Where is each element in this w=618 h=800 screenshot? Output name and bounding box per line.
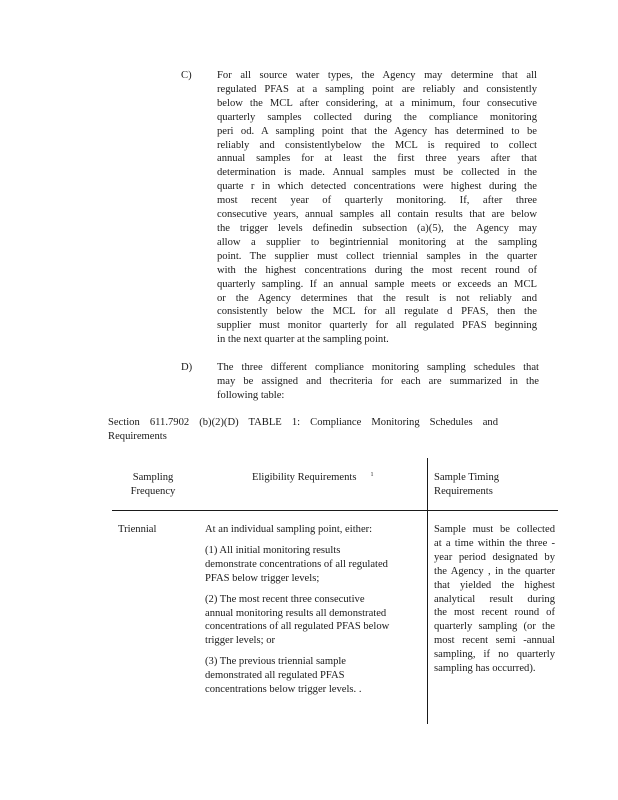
table-column-divider — [427, 510, 428, 724]
row-eligibility — [205, 523, 417, 704]
paragraph-c-line: regulated PFAS at a sampling point are reliably and consistently — [217, 83, 537, 95]
criterion-line: concentrations of all regulated PFAS below — [205, 621, 390, 633]
criterion-line: demonstrated all regulated PFAS — [205, 670, 345, 682]
paragraph-d-line: following table: — [217, 389, 285, 401]
paragraph-c-line: in the next quarter at the sampling point. — [217, 334, 389, 346]
timing-line: quarterly sampling (or the — [434, 621, 555, 633]
paragraph-d-text — [217, 361, 539, 403]
footnote-marker: 1 — [370, 472, 374, 478]
paragraph-c-line: quarterly samples collected during the compliance monitoring — [217, 111, 537, 123]
paragraph-c-label: C) — [181, 70, 192, 81]
paragraph-c-line: the trigger levels definedin subsection (a)(5), the Agency may — [217, 222, 537, 234]
paragraph-c-line: with the highest concentrations during the most recent round of — [217, 264, 537, 276]
criterion-line: (2) The most recent three consecutive — [205, 593, 365, 605]
paragraph-d-line: may be assigned and thecriteria for each are summarized in the — [217, 375, 539, 387]
header-sampling-frequency — [118, 471, 188, 499]
paragraph-c-line: For all source water types, the Agency may determine that all — [217, 70, 537, 81]
timing-line: sampling, if no quarterly — [434, 649, 555, 661]
timing-line: Sample must be collected — [434, 524, 555, 535]
criterion-line: PFAS below trigger levels; — [205, 572, 320, 584]
timing-line: that yielded the highest — [434, 579, 555, 591]
criterion-line: (3) The previous triennial sample — [205, 656, 347, 668]
timing-line: at a time within the three - — [434, 537, 555, 549]
paragraph-c-line: supplier must monitor quarterly for all regulated PFAS beginning — [217, 320, 537, 332]
caption-line: Section 611.7902 (b)(2)(D) TABLE 1: Compliance Monitoring Schedules and — [108, 417, 498, 428]
criterion-line: concentrations below trigger levels. . — [205, 684, 362, 696]
criterion-line: demonstrate concentrations of all regulated — [205, 558, 388, 570]
paragraph-c-line: consecutive years, annual samples all contain results that are below — [217, 209, 537, 221]
paragraph-c-line: point. The supplier must collect triennial samples in the quarter — [217, 250, 537, 262]
header-frequency-line-1: Sampling — [132, 472, 174, 483]
header-timing-line-1: Sample Timing — [434, 472, 500, 483]
timing-line: the most recent round of — [434, 607, 555, 619]
criterion-line: annual monitoring results all demonstrated — [205, 607, 387, 619]
eligibility-intro: At an individual sampling point, either: — [205, 524, 373, 535]
header-sample-timing — [434, 471, 554, 499]
paragraph-c-line: consistently below the MCL for all regulate d PFAS, then the — [217, 306, 537, 318]
eligibility-criterion-1 — [205, 544, 417, 586]
row-frequency-triennial: Triennial — [118, 524, 157, 535]
timing-line: sampling has occurred). — [434, 663, 536, 675]
eligibility-criterion-3 — [205, 655, 417, 697]
paragraph-c-line: allow a supplier to begintriennial monitoring at the sampling — [217, 236, 537, 248]
paragraph-c-line: reliably and consistentlybelow the MCL is required to collect — [217, 139, 537, 151]
timing-line: most recent semi -annual — [434, 635, 555, 647]
timing-line: year period designated by — [434, 551, 555, 563]
timing-line: analytical result during — [434, 593, 555, 605]
paragraph-c-line: peri od. A sampling point that the Agency has determined to be — [217, 125, 537, 137]
header-eligibility-label: Eligibility Requirements — [252, 472, 357, 483]
paragraph-c-line: annual samples for at least the first three years after that — [217, 153, 537, 165]
paragraph-c-line: determination is made. Annual samples must be collected in the — [217, 167, 537, 179]
eligibility-criteria-list — [205, 544, 417, 697]
paragraph-d-label: D) — [181, 362, 193, 373]
paragraph-c-line: quarte r in which detected concentrations were highest during the — [217, 181, 537, 193]
paragraph-d-line: The three different compliance monitoring sampling schedules that — [217, 362, 539, 373]
paragraph-c-text — [217, 69, 537, 347]
timing-line: the Agency , in the quarter — [434, 565, 555, 577]
eligibility-criterion-2 — [205, 593, 417, 649]
paragraph-c-line: or the Agency determines that the result is not reliably and — [217, 292, 537, 304]
header-timing-line-2: Requirements — [434, 485, 493, 497]
criterion-line: trigger levels; or — [205, 635, 276, 647]
paragraph-c-line: most recent year of quarterly monitoring. If, after three — [217, 195, 537, 207]
table-caption — [108, 416, 498, 444]
table-header-divider — [427, 458, 428, 510]
table-header-rule — [112, 510, 558, 511]
criterion-line: (1) All initial monitoring results — [205, 544, 341, 556]
header-eligibility — [252, 471, 412, 485]
caption-line: Requirements — [108, 430, 167, 442]
paragraph-c-line: quarterly sampling. If an annual sample meets or exceeds an MCL — [217, 278, 537, 290]
paragraph-c-line: below the MCL after considering, at a minimum, four consecutive — [217, 97, 537, 109]
header-frequency-line-2: Frequency — [130, 485, 176, 497]
row-sample-timing — [434, 523, 555, 676]
